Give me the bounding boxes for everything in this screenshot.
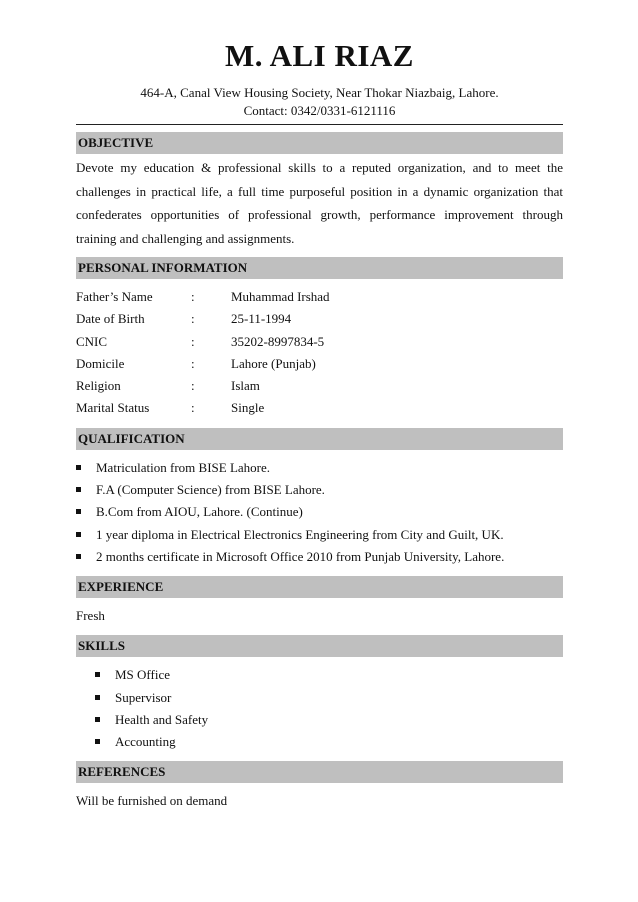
skill-text: Accounting <box>115 734 176 750</box>
references-text: Will be furnished on demand <box>76 793 228 809</box>
info-value: Lahore (Punjab) <box>231 355 316 371</box>
info-row-marital-status <box>76 397 563 419</box>
info-row-cnic <box>76 331 563 353</box>
qualification-list <box>76 457 563 568</box>
skill-item <box>76 709 563 731</box>
info-value: 35202-8997834-5 <box>231 333 325 349</box>
skill-text: MS Office <box>115 667 171 683</box>
qualification-item <box>76 524 563 546</box>
info-value: Islam <box>231 378 260 394</box>
objective-text: Devote my education & professional skills to a reputed organization, and to meet the challenges in practical life, a full time purposeful position in a dynamic organization that confederates opportunities of professional growth, performance improvement through training and challenging and assignments. <box>76 160 563 246</box>
info-row-domicile <box>76 353 563 375</box>
qualification-text: 2 months certificate in Microsoft Office 2010 from Punjab University, Lahore. <box>96 548 505 564</box>
info-value: Muhammad Irshad <box>231 289 330 304</box>
qualification-item <box>76 457 563 479</box>
address: 464-A, Canal View Housing Society, Near Thokar Niazbaig, Lahore. <box>140 85 499 100</box>
info-label: Marital Status <box>76 400 150 416</box>
info-colon: : <box>191 311 195 327</box>
skill-text: Supervisor <box>115 689 172 705</box>
qualification-text: F.A (Computer Science) from BISE Lahore. <box>96 482 325 498</box>
info-colon: : <box>191 333 195 349</box>
bullet-square-icon <box>95 739 100 744</box>
info-label: Religion <box>76 378 121 394</box>
info-value: 25-11-1994 <box>231 311 292 327</box>
bullet-square-icon <box>76 554 81 559</box>
section-header-skills: SKILLS <box>76 635 563 657</box>
bullet-square-icon <box>76 487 81 492</box>
bullet-square-icon <box>76 532 81 537</box>
section-header-references: REFERENCES <box>76 761 563 783</box>
info-value: Single <box>231 400 265 416</box>
info-colon: : <box>191 378 195 394</box>
skills-list <box>76 664 563 753</box>
qualification-text: B.Com from AIOU, Lahore. (Continue) <box>96 504 303 520</box>
skill-item <box>76 687 563 709</box>
skill-text: Health and Safety <box>115 711 209 727</box>
candidate-name: M. ALI RIAZ <box>225 38 414 73</box>
qualification-item <box>76 501 563 523</box>
info-label: Date of Birth <box>76 311 145 327</box>
bullet-square-icon <box>95 717 100 722</box>
qualification-text: 1 year diploma in Electrical Electronics Engineering from City and Guilt, UK. <box>96 526 504 542</box>
info-label: Domicile <box>76 355 125 371</box>
section-header-qualification: QUALIFICATION <box>76 428 563 450</box>
info-row-fathers-name <box>76 286 563 308</box>
bullet-square-icon <box>76 465 81 470</box>
section-header-personal-information: PERSONAL INFORMATION <box>76 257 563 279</box>
bullet-square-icon <box>95 672 100 677</box>
section-header-experience: EXPERIENCE <box>76 576 563 598</box>
bullet-square-icon <box>76 509 81 514</box>
resume-page <box>76 0 563 820</box>
qualification-text: Matriculation from BISE Lahore. <box>96 459 271 475</box>
skill-item <box>76 731 563 753</box>
bullet-square-icon <box>95 695 100 700</box>
info-colon: : <box>191 289 195 304</box>
qualification-item <box>76 479 563 501</box>
experience-text: Fresh <box>76 608 105 624</box>
info-row-religion <box>76 375 563 397</box>
personal-info-table <box>76 286 563 420</box>
info-row-date-of-birth <box>76 308 563 330</box>
info-label: CNIC <box>76 333 108 349</box>
header-divider <box>76 124 563 125</box>
contact: Contact: 0342/0331-6121116 <box>243 103 396 118</box>
qualification-item <box>76 546 563 568</box>
skill-item <box>76 664 563 686</box>
section-header-objective: OBJECTIVE <box>76 132 563 154</box>
info-colon: : <box>191 400 195 416</box>
info-colon: : <box>191 355 195 371</box>
info-label: Father’s Name <box>76 289 153 304</box>
